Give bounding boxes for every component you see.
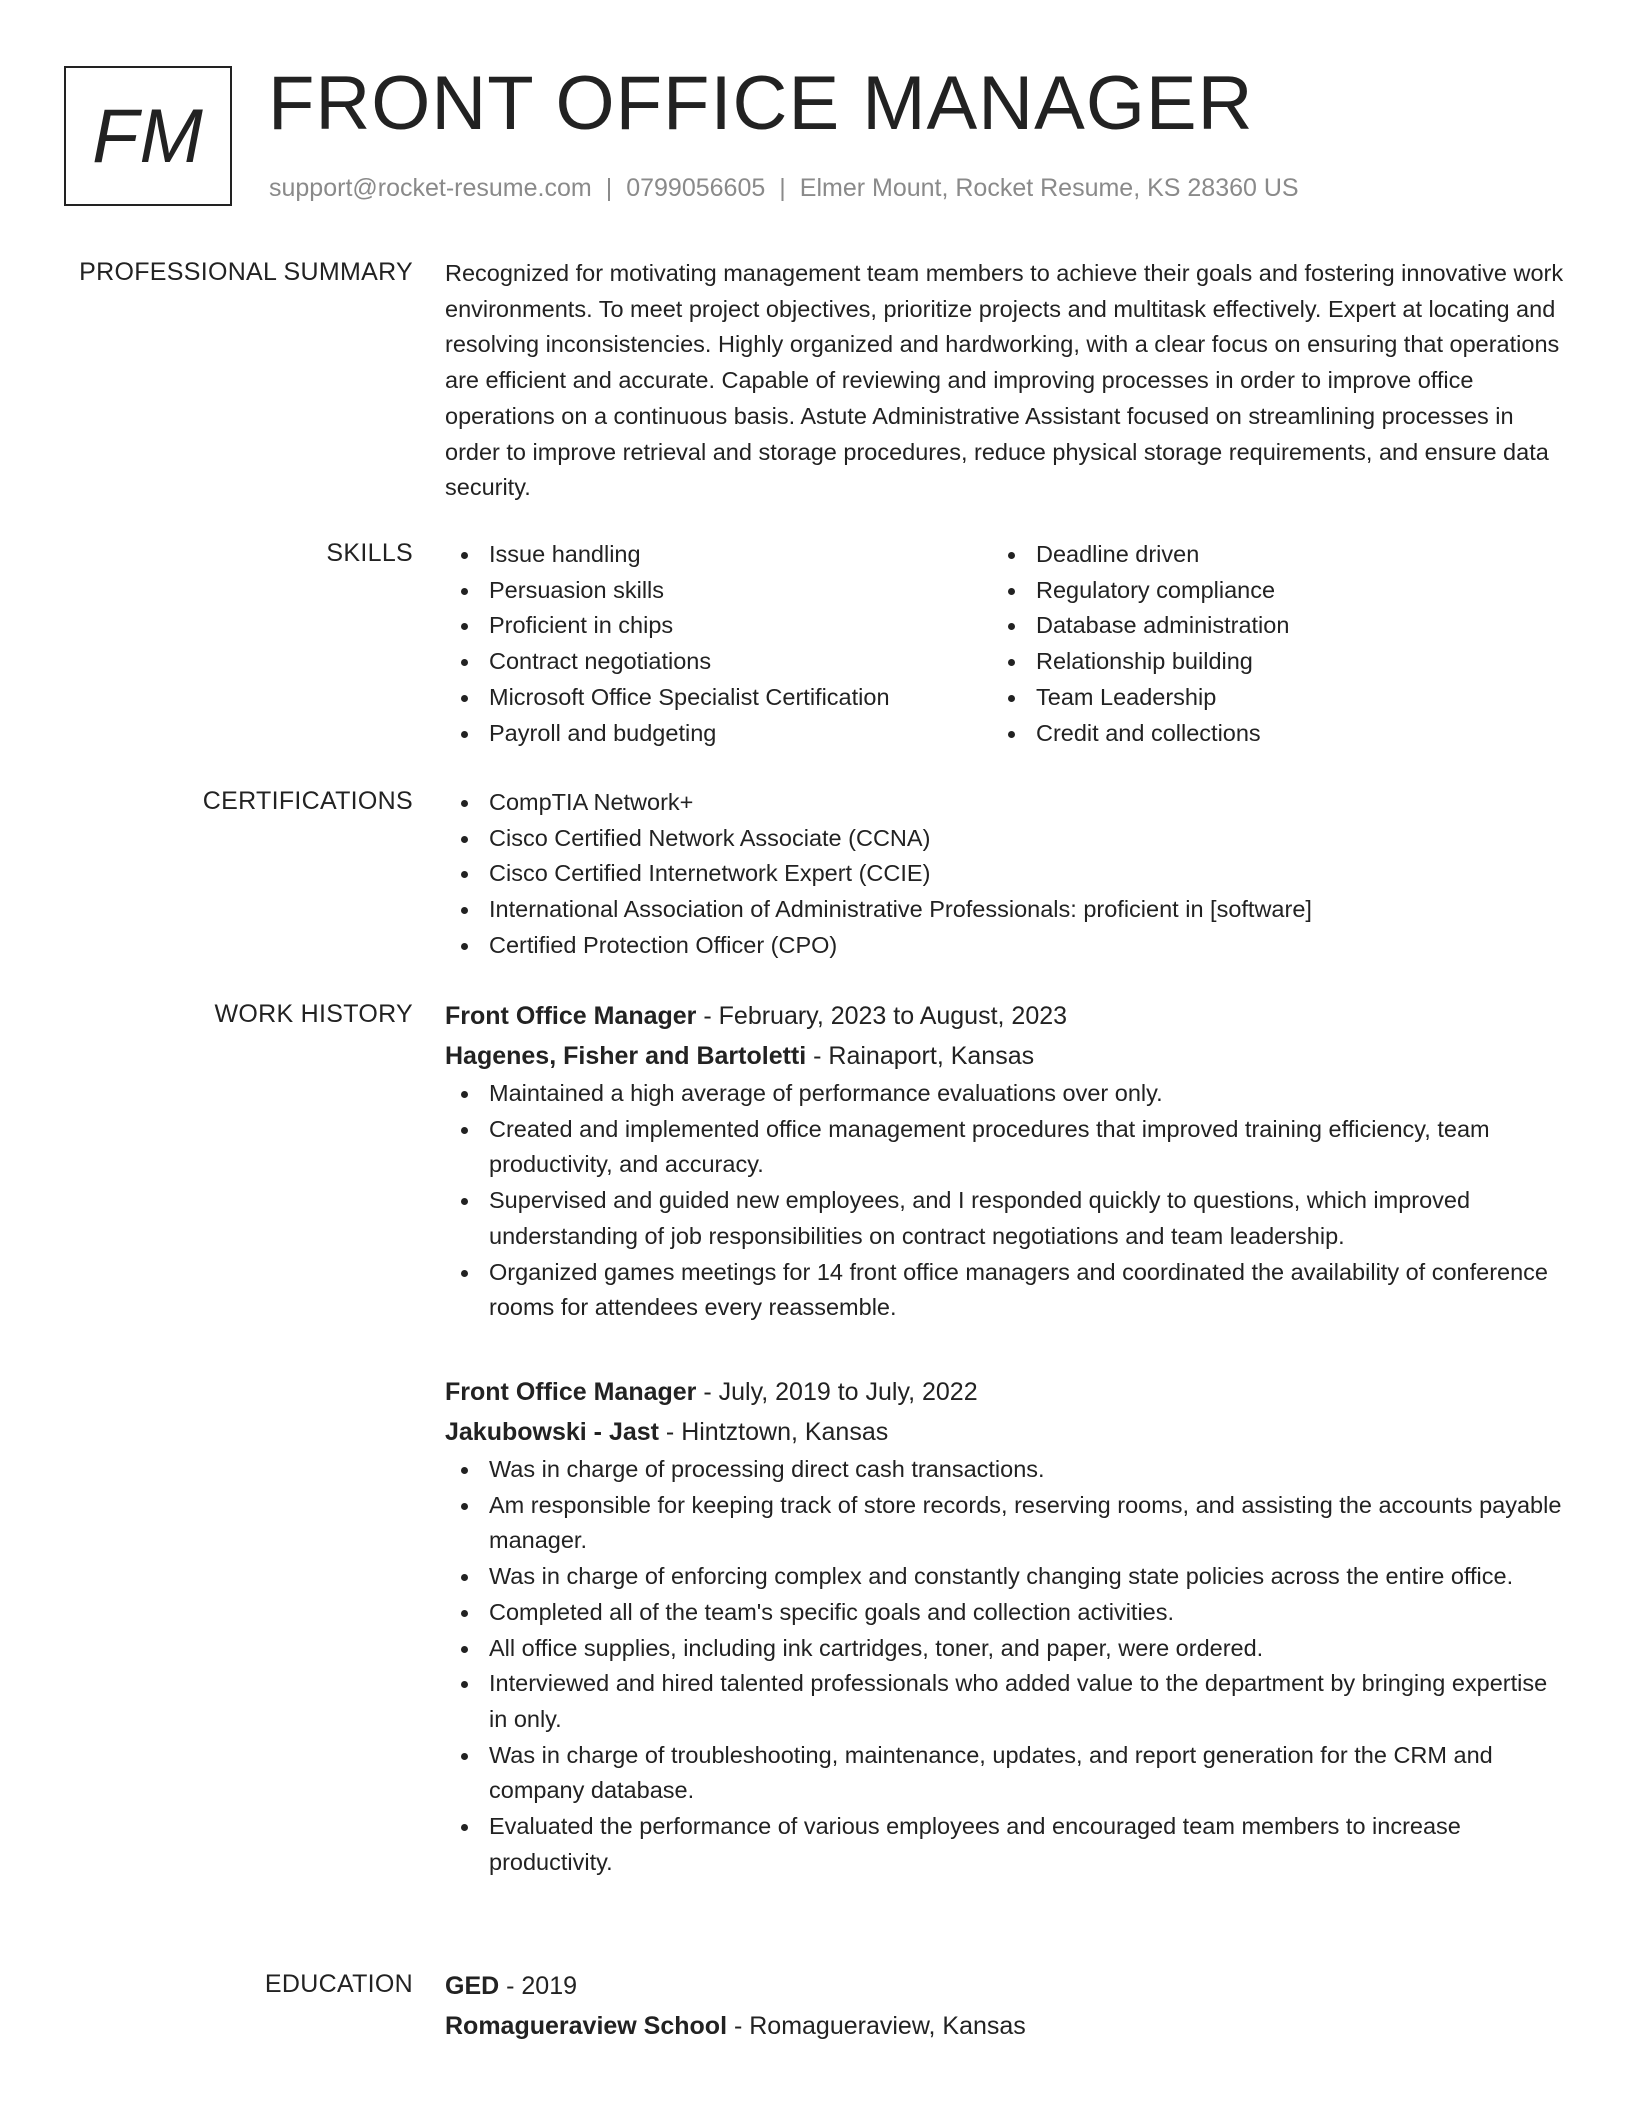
- resume-header: [64, 61, 1584, 210]
- job-dates: - July, 2019 to July, 2022: [696, 1378, 978, 1406]
- school-name: Romagueraview School: [445, 2012, 728, 2040]
- skills-column-left: [445, 537, 992, 751]
- list-item: Deadline driven: [992, 537, 1539, 573]
- list-item: Persuasion skills: [445, 573, 992, 609]
- job-entry: [445, 996, 1565, 1326]
- section-heading-summary: PROFESSIONAL SUMMARY: [79, 258, 413, 286]
- job-title-line: [445, 996, 1565, 1036]
- education-entry: [445, 1966, 1565, 2046]
- job-title-line: [445, 1372, 1565, 1412]
- list-item: Interviewed and hired talented professionals who added value to the department by bringing expertise in only.: [445, 1666, 1565, 1737]
- job-company: Jakubowski - Jast: [445, 1418, 659, 1446]
- school-line: [445, 2006, 1565, 2046]
- contact-line: [269, 174, 1299, 203]
- list-item: Maintained a high average of performance evaluations over only.: [445, 1076, 1565, 1112]
- list-item: Credit and collections: [992, 716, 1539, 752]
- job-dates: - February, 2023 to August, 2023: [696, 1002, 1068, 1030]
- list-item: Created and implemented office management procedures that improved training efficiency, team productivity, and accuracy.: [445, 1112, 1565, 1183]
- job-company: Hagenes, Fisher and Bartoletti: [445, 1042, 807, 1070]
- list-item: Was in charge of enforcing complex and constantly changing state policies across the entire office.: [445, 1559, 1565, 1595]
- list-item: All office supplies, including ink cartridges, toner, and paper, were ordered.: [445, 1631, 1565, 1667]
- list-item: Cisco Certified Network Associate (CCNA): [445, 821, 1565, 857]
- job-location: - Hintztown, Kansas: [658, 1418, 889, 1446]
- page-title: FRONT OFFICE MANAGER: [268, 61, 1254, 146]
- job-entry: [445, 1372, 1565, 1880]
- list-item: Was in charge of processing direct cash transactions.: [445, 1452, 1565, 1488]
- list-item: Was in charge of troubleshooting, maintenance, updates, and report generation for the CRM and company database.: [445, 1738, 1565, 1809]
- phone-text: 0799056605: [626, 174, 766, 202]
- monogram-logo: FM: [64, 66, 232, 206]
- list-item: Completed all of the team's specific goals and collection activities.: [445, 1595, 1565, 1631]
- job-company-line: [445, 1036, 1565, 1076]
- list-item: Issue handling: [445, 537, 992, 573]
- list-item: Relationship building: [992, 644, 1539, 680]
- list-item: Payroll and budgeting: [445, 716, 992, 752]
- school-location: - Romagueraview, Kansas: [727, 2012, 1026, 2040]
- list-item: Database administration: [992, 608, 1539, 644]
- list-item: Proficient in chips: [445, 608, 992, 644]
- list-item: Microsoft Office Specialist Certification: [445, 680, 992, 716]
- list-item: Evaluated the performance of various employees and encouraged team members to increase productivity.: [445, 1809, 1565, 1880]
- list-item: International Association of Administrative Professionals: proficient in [software]: [445, 892, 1565, 928]
- degree: GED: [445, 1972, 500, 2000]
- list-item: Supervised and guided new employees, and I responded quickly to questions, which improved understanding of job responsibilities on contract negotiations and team leadership.: [445, 1183, 1565, 1254]
- section-heading-certifications: CERTIFICATIONS: [202, 787, 413, 815]
- job-title: Front Office Manager: [445, 1002, 697, 1030]
- email-text: support@rocket-resume.com: [269, 174, 592, 202]
- degree-line: [445, 1966, 1565, 2006]
- skills-list: [445, 537, 1565, 751]
- summary-text: Recognized for motivating management team members to achieve their goals and fostering innovative work environments. To meet project objectives, prioritize projects and multitask effectively. Expert at locating and resolving inconsistencies. Highly organized and hardworking, with a clear focus on ensuring that operations are efficient and accurate. Capable of reviewing and improving processes in order to improve office operations on a continuous basis. Astute Administrative Assistant focused on streamlining processes in order to improve retrieval and storage procedures, reduce physical storage requirements, and ensure data security.: [445, 260, 1564, 501]
- list-item: Team Leadership: [992, 680, 1539, 716]
- graduation-year: - 2019: [499, 1972, 578, 2000]
- job-bullets: [445, 1076, 1565, 1326]
- job-company-line: [445, 1412, 1565, 1452]
- list-item: Cisco Certified Internetwork Expert (CCIE): [445, 856, 1565, 892]
- skills-column-right: [992, 537, 1539, 751]
- list-item: Certified Protection Officer (CPO): [445, 928, 1565, 964]
- contact-separator: |: [605, 174, 613, 202]
- certifications-list: [445, 785, 1565, 964]
- job-bullets: [445, 1452, 1565, 1880]
- job-title: Front Office Manager: [445, 1378, 697, 1406]
- address-text: Elmer Mount, Rocket Resume, KS 28360 US: [799, 174, 1299, 202]
- job-location: - Rainaport, Kansas: [806, 1042, 1035, 1070]
- section-heading-skills: SKILLS: [326, 539, 413, 567]
- list-item: CompTIA Network+: [445, 785, 1565, 821]
- list-item: Contract negotiations: [445, 644, 992, 680]
- list-item: Organized games meetings for 14 front office managers and coordinated the availability of conference rooms for attendees every reassemble.: [445, 1255, 1565, 1326]
- contact-separator: |: [779, 174, 786, 202]
- section-heading-work-history: WORK HISTORY: [214, 1000, 413, 1028]
- list-item: Regulatory compliance: [992, 573, 1539, 609]
- list-item: Am responsible for keeping track of store records, reserving rooms, and assisting the accounts payable manager.: [445, 1488, 1565, 1559]
- section-heading-education: EDUCATION: [264, 1970, 413, 1998]
